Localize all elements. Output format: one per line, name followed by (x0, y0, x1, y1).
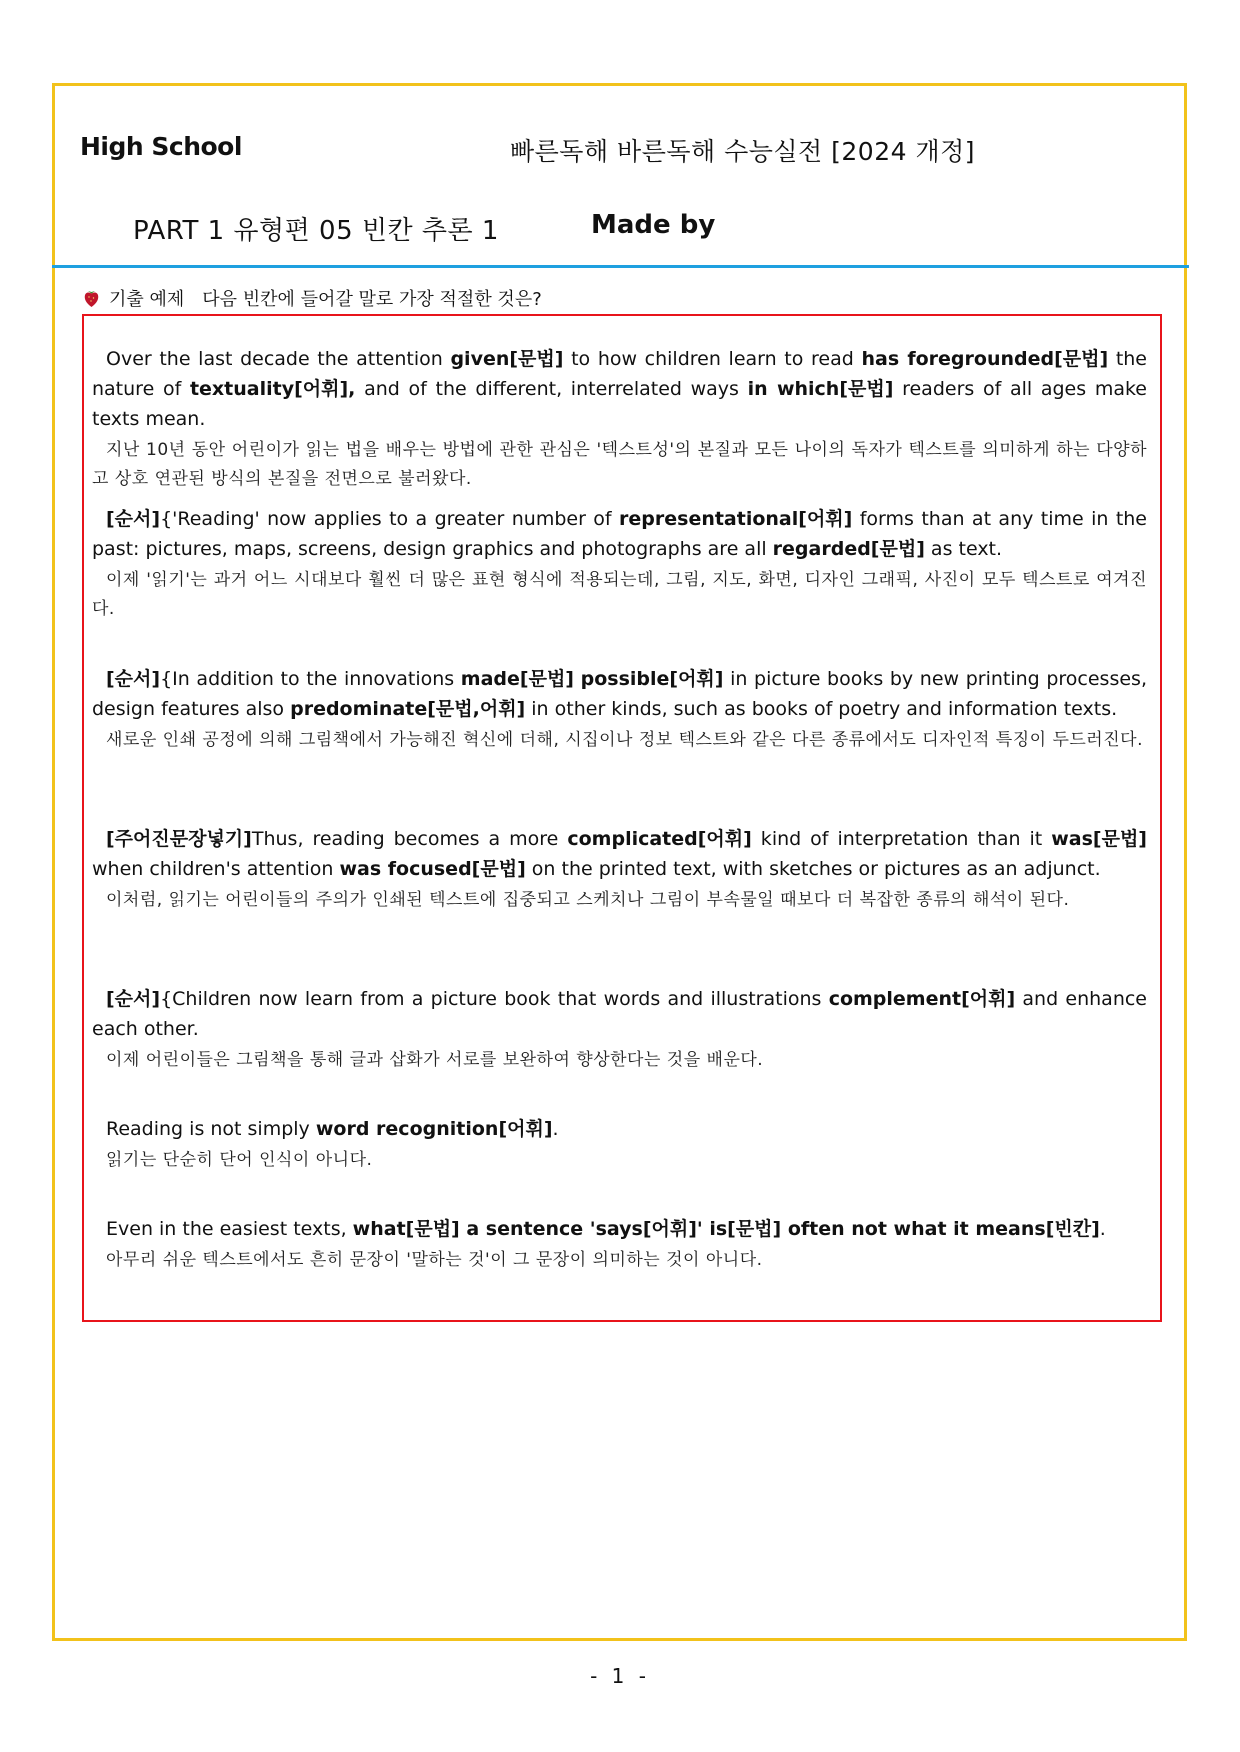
sentence-text: forms than at any time in the past: pictures, maps, screens, design graphics and photographs are all (92, 508, 1147, 560)
annotated-term: possible[어휘] (580, 668, 724, 690)
english-sentence (92, 344, 1147, 434)
annotated-term: was[문법] (1051, 828, 1147, 850)
korean-translation: 지난 10년 동안 어린이가 읽는 법을 배우는 방법에 관한 관심은 '텍스트성'의 본질과 모든 나이의 독자가 텍스트를 의미하게 하는 다양하고 상호 연관된 방식의 본질을 전면으로 불러왔다. (92, 440, 1147, 489)
sentence-text: in other kinds, such as books of poetry and information texts. (525, 698, 1118, 720)
sentence-text: and enhance each other. (92, 988, 1147, 1040)
passage-paragraph-2 (92, 504, 1147, 624)
annotated-term: regarded[문법] (772, 538, 925, 560)
sentence-text: . (552, 1118, 559, 1140)
made-by-label: Made by (591, 210, 716, 240)
passage-paragraph-3 (92, 664, 1147, 755)
annotated-term: given[문법] (450, 348, 564, 370)
korean-translation: 이처럼, 읽기는 어린이들의 주의가 인쇄된 텍스트에 집중되고 스케치나 그림이 부속물일 때보다 더 복잡한 종류의 해석이 된다. (106, 890, 1070, 910)
annotated-term: [순서] (106, 988, 161, 1010)
korean-translation: 이제 '읽기'는 과거 어느 시대보다 훨씬 더 많은 표현 형식에 적용되는데, 그림, 지도, 화면, 디자인 그래픽, 사진이 모두 텍스트로 여겨진다. (92, 570, 1147, 619)
sentence-text: on the printed text, with sketches or pictures as an adjunct. (525, 858, 1101, 880)
korean-translation: 이제 어린이들은 그림책을 통해 글과 삽화가 서로를 보완하여 향상한다는 것을 배운다. (106, 1050, 764, 1070)
english-sentence (92, 664, 1147, 724)
passage-paragraph-6 (92, 1114, 1147, 1175)
korean-translation: 읽기는 단순히 단어 인식이 아니다. (106, 1150, 373, 1170)
annotated-term: [순서] (106, 668, 161, 690)
annotated-term: [순서] (106, 508, 161, 530)
passage-paragraph-1 (92, 344, 1147, 494)
school-label: High School (80, 132, 242, 161)
annotated-term: complement[어휘] (828, 988, 1016, 1010)
sentence-text: and of the different, interrelated ways (355, 378, 748, 400)
korean-translation: 새로운 인쇄 공정에 의해 그림책에서 가능해진 혁신에 더해, 시집이나 정보 텍스트와 같은 다른 종류에서도 디자인적 특징이 두드러진다. (106, 730, 1143, 750)
sentence-text (574, 668, 581, 690)
sentence-text: the nature of (92, 348, 1147, 400)
sentence-text: as text. (924, 538, 1003, 560)
english-sentence (92, 1114, 1147, 1144)
annotated-term: predominate[문법,어휘] (290, 698, 526, 720)
passage-paragraph-4 (92, 824, 1147, 915)
sentence-text: kind of interpretation than it (751, 828, 1052, 850)
passage-paragraph-7 (92, 1214, 1147, 1275)
strawberry-icon (84, 289, 99, 308)
sentence-text: in picture books by new printing processes, design features also (92, 668, 1147, 720)
question-row (84, 285, 542, 311)
annotated-term: what[문법] a sentence 'says[어휘]' is[문법] often not what it means[빈칸] (352, 1218, 1100, 1240)
header-divider (52, 265, 1189, 268)
sentence-text: when children's attention (92, 858, 340, 880)
sentence-text: Even in the easiest texts, (106, 1218, 353, 1240)
part-title: PART 1 유형편 05 빈칸 추론 1 (133, 216, 499, 246)
passage-paragraph-5 (92, 984, 1147, 1075)
annotated-term: complicated[어휘] (567, 828, 752, 850)
sentence-text: Thus, reading becomes a more (251, 828, 568, 850)
annotated-term: representational[어휘] (619, 508, 853, 530)
annotated-term: [주어진문장넣기] (106, 828, 252, 850)
english-sentence (92, 824, 1147, 884)
page-number: - 1 - (590, 1664, 650, 1688)
korean-translation: 아무리 쉬운 텍스트에서도 흔히 문장이 '말하는 것'이 그 문장이 의미하는 것이 아니다. (106, 1250, 763, 1270)
annotated-term: textuality[어휘], (189, 378, 356, 400)
english-sentence (92, 984, 1147, 1044)
sentence-text: {'Reading' now applies to a greater number of (160, 508, 620, 530)
annotated-term: in which[문법] (747, 378, 894, 400)
sentence-text: Reading is not simply (106, 1118, 316, 1140)
english-sentence (92, 1214, 1147, 1244)
sentence-text: to how children learn to read (563, 348, 862, 370)
book-title: 빠른독해 바른독해 수능실전 [2024 개정] (510, 137, 976, 166)
annotated-term: made[문법] (460, 668, 574, 690)
sentence-text: . (1099, 1218, 1106, 1240)
sentence-text: Over the last decade the attention (106, 348, 451, 370)
sentence-text: {Children now learn from a picture book that words and illustrations (160, 988, 829, 1010)
annotated-term: has foregrounded[문법] (861, 348, 1109, 370)
question-prompt: 다음 빈칸에 들어갈 말로 가장 적절한 것은? (202, 289, 542, 310)
annotated-term: word recognition[어휘] (315, 1118, 553, 1140)
sentence-text: readers of all ages make texts mean. (92, 378, 1147, 430)
sentence-text: {In addition to the innovations (160, 668, 461, 690)
question-label: 기출 예제 (109, 289, 185, 310)
english-sentence (92, 504, 1147, 564)
annotated-term: was focused[문법] (339, 858, 526, 880)
